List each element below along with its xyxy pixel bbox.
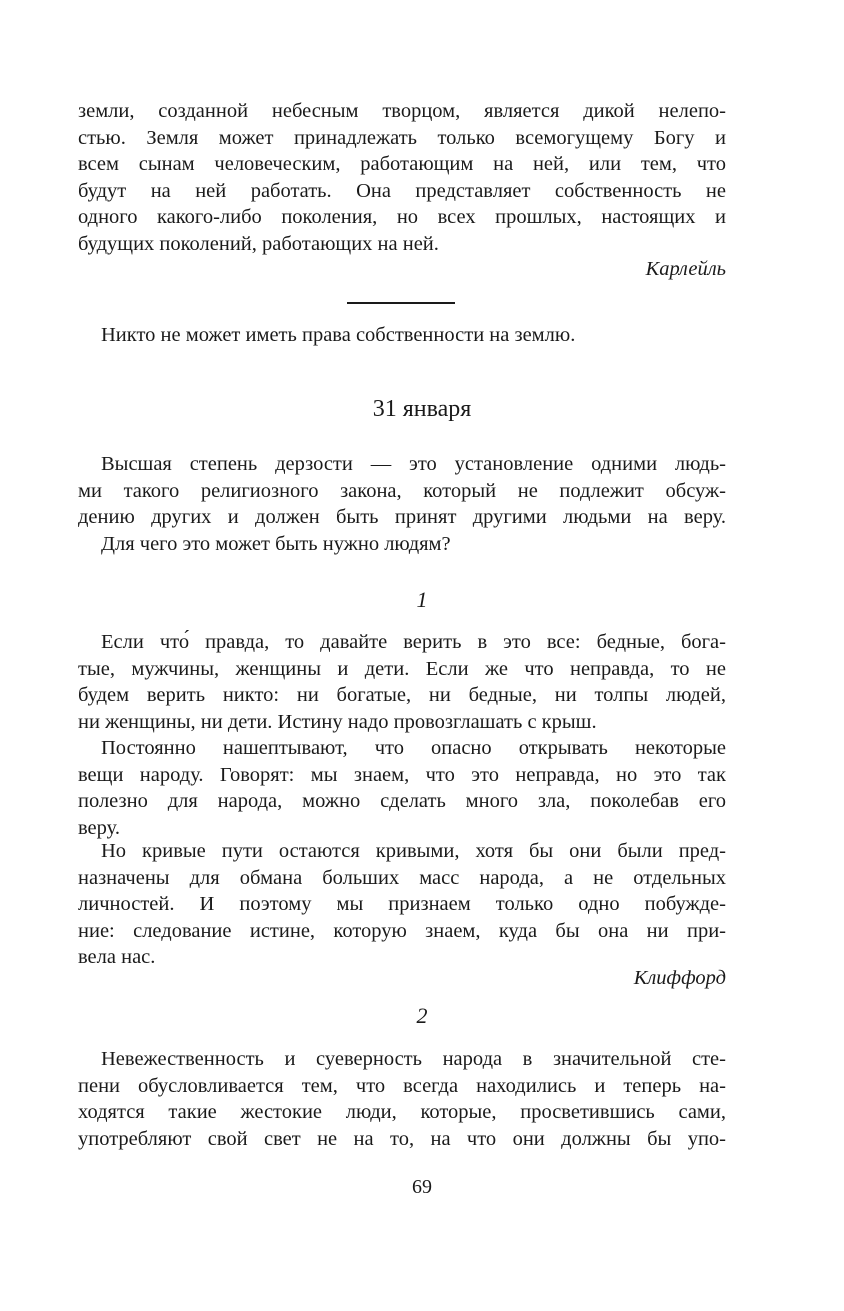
section-divider (347, 302, 455, 304)
section2-line: употребляют свой свет не на то, на что они должны бы упо- (78, 1127, 726, 1150)
section1-paragraph-2 (78, 735, 726, 841)
section-number-2: 2 (416, 1003, 428, 1028)
intro-paragraph (78, 451, 726, 557)
page-number: 69 (412, 1176, 432, 1198)
excerpt-top (78, 98, 726, 258)
section2-line: пени обусловливается тем, что всегда находились и теперь на- (78, 1074, 726, 1097)
section1-line: Но кривые пути остаются кривыми, хотя бы они были пред- (101, 840, 726, 862)
intro-line: дению других и должен быть принят другими людьми на веру. (78, 506, 726, 529)
section1-paragraph-3 (78, 838, 726, 971)
section1-line: полезно для народа, можно сделать много зла, поколебав его (78, 790, 726, 813)
intro-line: Для чего это может быть нужно людям? (101, 532, 451, 555)
intro-line: Высшая степень дерзости — это установление одними людь- (101, 453, 726, 475)
excerpt-top-line: будут на ней работать. Она представляет собственность не (78, 179, 726, 202)
section1-paragraph-1 (78, 629, 726, 735)
section1-line: личностей. И поэтому мы признаем только одно побужде- (78, 893, 726, 916)
section2-line: Невежественность и суеверность народа в значительной сте- (101, 1048, 726, 1070)
excerpt-top-line: всем сынам человеческим, работающим на ней, или тем, что (78, 153, 726, 176)
section1-line: тые, мужчины, женщины и дети. Если же что неправда, то не (78, 657, 726, 680)
section1-line: Постоянно нашептывают, что опасно открывать некоторые (101, 737, 726, 759)
section1-line: ние: следование истине, которую знаем, куда бы она ни при- (78, 919, 726, 942)
section-number-1: 1 (416, 587, 428, 612)
intro-line: ми такого религиозного закона, который не подлежит обсуж- (78, 479, 726, 502)
section2-paragraph (78, 1046, 726, 1152)
section1-line: вела нас. (78, 946, 156, 969)
section2-line: ходятся такие жестокие люди, которые, просветившись сами, (78, 1101, 726, 1124)
summary-line: Никто не может иметь права собственности на землю. (101, 324, 576, 346)
author-carlyle: Карлейль (645, 258, 726, 280)
excerpt-top-line: стью. Земля может принадлежать только всемогущему Богу и (78, 126, 726, 149)
date-heading: 31 января (372, 396, 472, 422)
section1-line: вещи народу. Говорят: мы знаем, что это неправда, но это так (78, 763, 726, 786)
section1-line: веру. (78, 816, 120, 839)
section1-line: будем верить никто: ни богатые, ни бедные, ни толпы людей, (78, 684, 726, 707)
excerpt-top-line: земли, созданной небесным творцом, является дикой нелепо- (78, 100, 726, 122)
excerpt-top-line: одного какого-либо поколения, но всех прошлых, настоящих и (78, 206, 726, 229)
section1-line: назначены для обмана больших масс народа, а не отдельных (78, 866, 726, 889)
section1-line: ни женщины, ни дети. Истину надо провозглашать с крыш. (78, 710, 597, 733)
excerpt-top-line: будущих поколений, работающих на ней. (78, 232, 439, 255)
author-clifford: Клиффорд (633, 967, 726, 989)
section1-line: Если что́ правда, то давайте верить в это все: бедные, бога- (101, 631, 726, 653)
